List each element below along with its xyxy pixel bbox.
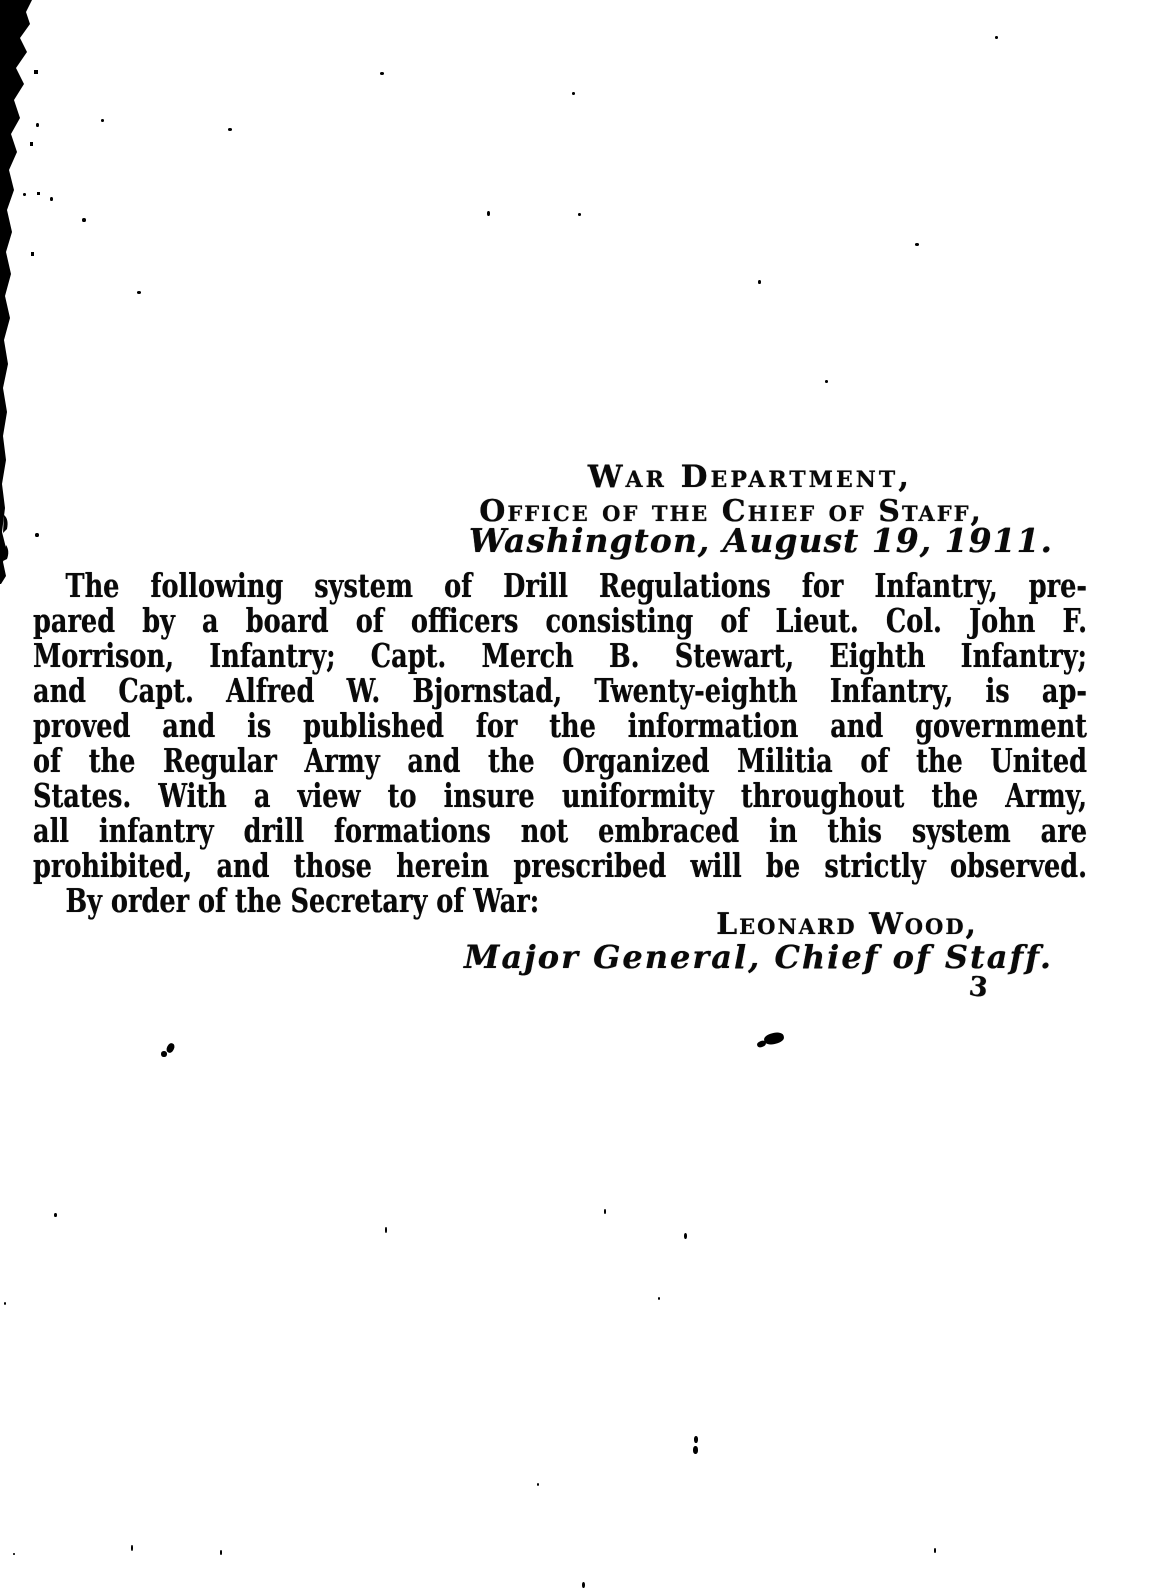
ink-speck <box>658 1297 660 1300</box>
paragraph-line: all infantry drill formations not embraced in this system are <box>33 811 1087 850</box>
ink-speck <box>758 280 761 284</box>
ink-speck <box>228 128 232 131</box>
scan-edge-artifact <box>0 0 48 600</box>
heading-dateline: Washington, August 19, 1911. <box>468 521 1053 560</box>
ink-speck <box>825 380 828 383</box>
paragraph-line: Morrison, Infantry; Capt. Merch B. Stewart, Eighth Infantry; <box>33 636 1087 675</box>
ink-speck <box>934 1548 936 1553</box>
ink-speck <box>995 36 998 39</box>
signature-name: Leonard Wood, <box>716 907 978 942</box>
ink-speck <box>4 1302 6 1305</box>
paragraph-line: and Capt. Alfred W. Bjornstad, Twenty-eighth Infantry, is ap- <box>33 671 1087 710</box>
ink-speck <box>220 1550 222 1555</box>
ink-speck <box>36 123 39 127</box>
order-paragraph <box>33 568 1087 918</box>
ink-speck <box>693 1446 698 1454</box>
ink-speck <box>694 1436 698 1443</box>
paragraph-line: pared by a board of officers consisting of Lieut. Col. John F. <box>33 601 1087 640</box>
ink-speck <box>915 243 919 246</box>
ink-speck <box>487 211 490 216</box>
paragraph-line: proved and is published for the information and government <box>33 706 1087 745</box>
ink-speck <box>35 533 39 537</box>
ink-speck <box>582 1582 585 1588</box>
ink-speck <box>572 92 575 95</box>
ink-speck <box>161 1051 167 1057</box>
ink-speck <box>684 1233 687 1239</box>
paragraph-line: prohibited, and those herein prescribed will be strictly observed. <box>33 846 1087 885</box>
ink-speck <box>165 1042 176 1054</box>
ink-speck <box>82 218 86 222</box>
signature-title: Major General, Chief of Staff. <box>464 938 1053 976</box>
ink-speck <box>131 1545 133 1551</box>
heading-department: War Department, <box>587 459 912 495</box>
paragraph-line: of the Regular Army and the Organized Militia of the United <box>33 741 1087 780</box>
ink-speck <box>23 193 26 196</box>
ink-speck <box>54 1213 57 1217</box>
ink-speck <box>13 1553 15 1555</box>
ink-speck <box>50 197 53 201</box>
ink-speck <box>763 1031 785 1046</box>
paragraph-line: The following system of Drill Regulations for Infantry, pre- <box>65 566 1088 605</box>
ink-speck <box>380 72 384 75</box>
ink-speck <box>537 1483 539 1486</box>
ink-speck <box>604 1209 606 1214</box>
ink-speck <box>137 291 141 294</box>
heading-office: Office of the Chief of Staff, <box>479 494 983 529</box>
ink-speck <box>578 213 581 216</box>
ink-speck <box>385 1227 387 1233</box>
paragraph-line-by-order: By order of the Secretary of War: <box>65 881 540 920</box>
ink-speck <box>101 119 104 122</box>
paragraph-line: States. With a view to insure uniformity throughout the Army, <box>33 776 1087 815</box>
page-number: 3 <box>967 971 990 1004</box>
